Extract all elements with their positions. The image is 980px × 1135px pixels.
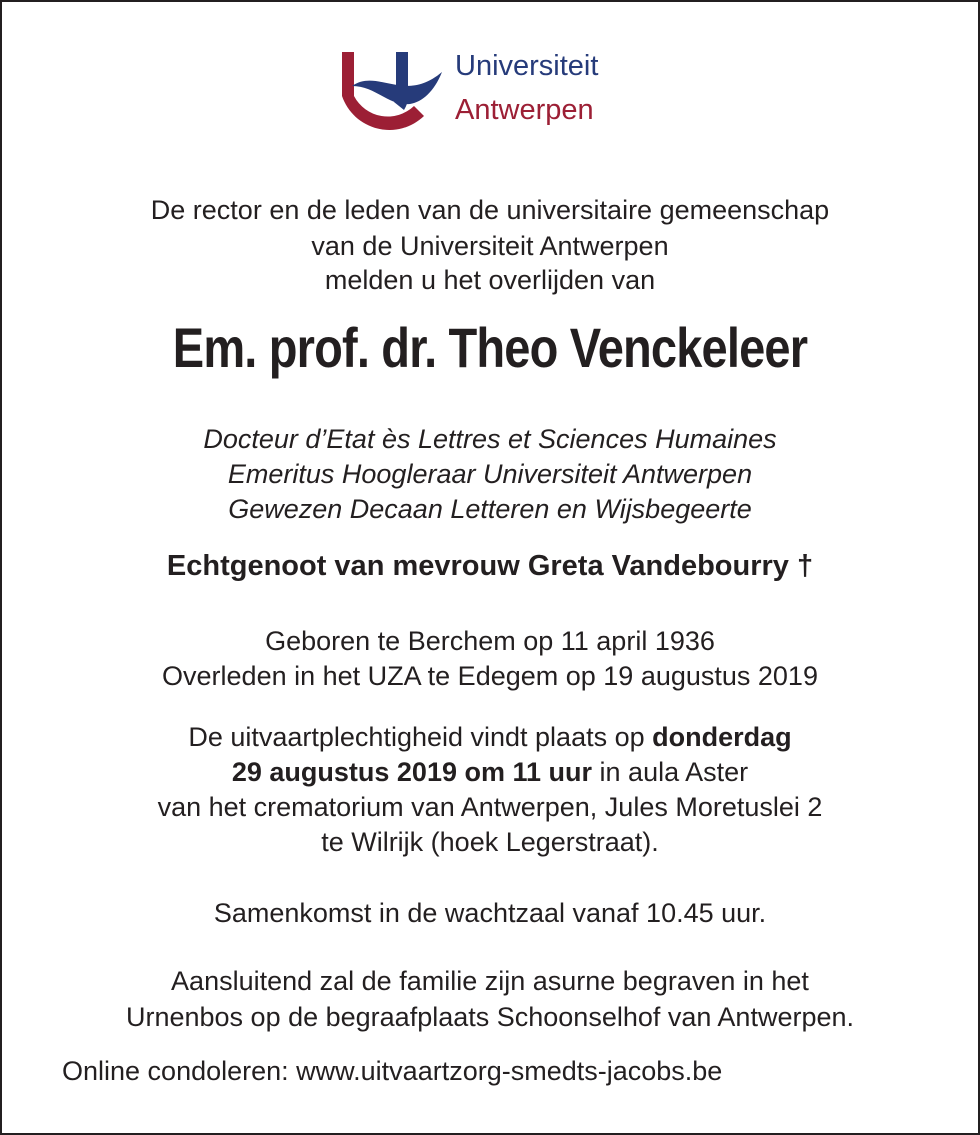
- ceremony-line-2: [2, 755, 978, 790]
- burial-line-1: Aansluitend zal de familie zijn asurne begraven in het: [171, 966, 809, 996]
- ceremony-date-time: 29 augustus 2019 om 11 uur: [231, 757, 593, 787]
- ceremony-day: donderdag: [652, 722, 792, 752]
- logo-line-universiteit: Universiteit: [455, 50, 599, 82]
- title-line-1: Docteur d’Etat ès Lettres et Sciences Humaines: [203, 424, 777, 454]
- ceremony-line-4: te Wilrijk (hoek Legerstraat).: [321, 827, 659, 857]
- university-logo-mark-icon: [338, 46, 450, 142]
- ceremony-line-2-text: in aula Aster: [592, 757, 749, 787]
- title-line-2: Emeritus Hoogleraar Universiteit Antwerpen: [227, 459, 753, 489]
- logo-line-antwerpen: Antwerpen: [455, 94, 594, 126]
- online-condolence-line: Online condoleren: www.uitvaartzorg-smedts-jacobs.be: [62, 1056, 723, 1086]
- university-logo: [338, 46, 638, 142]
- intro-line-2: van de Universiteit Antwerpen: [311, 231, 669, 261]
- ceremony-line-1: [2, 720, 978, 755]
- ceremony-line-3: van het crematorium van Antwerpen, Jules Moretuslei 2: [157, 792, 823, 822]
- spouse-line: Echtgenoot van mevrouw Greta Vandebourry †: [166, 550, 814, 582]
- birth-line: Geboren te Berchem op 11 april 1936: [265, 626, 715, 656]
- intro-line-1: De rector en de leden van de universitaire gemeenschap: [150, 195, 830, 225]
- gathering-line: Samenkomst in de wachtzaal vanaf 10.45 uur.: [213, 898, 767, 928]
- death-line: Overleden in het UZA te Edegem op 19 augustus 2019: [162, 661, 818, 691]
- ceremony-line-1-text: De uitvaartplechtigheid vindt plaats op: [188, 722, 653, 752]
- burial-line-2: Urnenbos op de begraafplaats Schoonselhof van Antwerpen.: [125, 1002, 854, 1032]
- title-line-3: Gewezen Decaan Letteren en Wijsbegeerte: [228, 494, 752, 524]
- deceased-name: Em. prof. dr. Theo Venckeleer: [172, 316, 808, 379]
- intro-line-3: melden u het overlijden van: [324, 265, 656, 295]
